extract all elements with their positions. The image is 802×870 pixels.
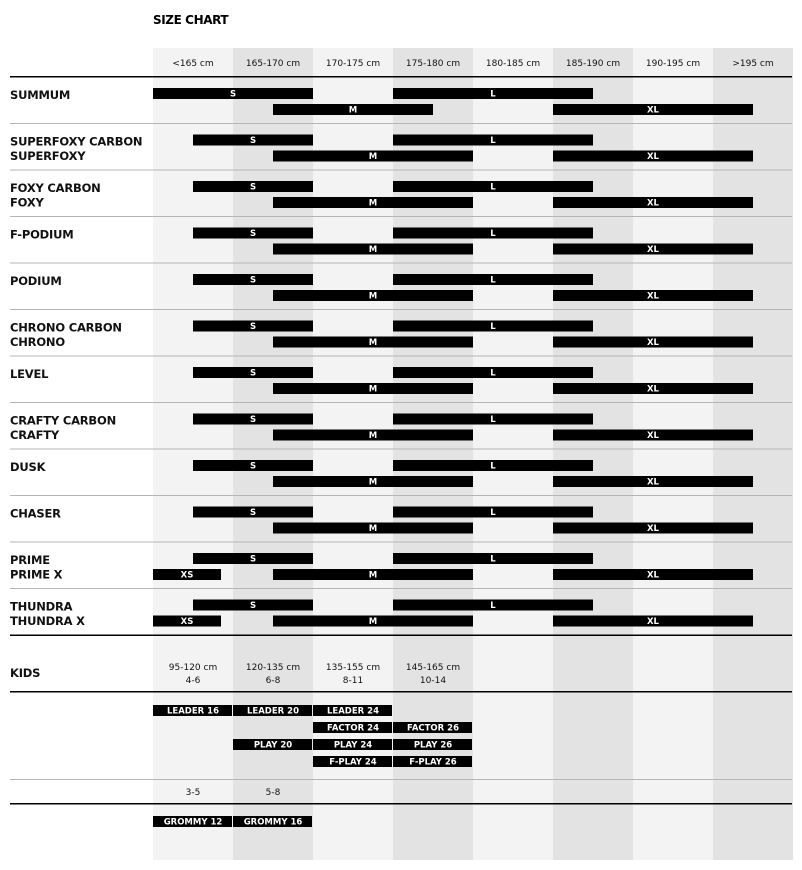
size-label: XL xyxy=(647,291,659,302)
size-label: S xyxy=(249,229,257,239)
row-separator xyxy=(10,402,792,403)
model-name: F-PODIUM xyxy=(10,227,74,242)
size-label: L xyxy=(490,415,496,425)
column-header: <165 cm xyxy=(172,59,214,69)
row-separator xyxy=(10,495,792,496)
grommy-age: 3-5 xyxy=(185,788,201,798)
column-header: 180-185 cm xyxy=(485,59,541,69)
model-name: CRAFTY xyxy=(10,428,60,442)
column-header: 165-170 cm xyxy=(245,59,301,69)
kids-height-header: 95-120 cm xyxy=(168,663,218,673)
model-name: FOXY xyxy=(10,195,44,210)
size-label: S xyxy=(249,601,257,611)
model-name: SUPERFOXY CARBON xyxy=(10,134,143,149)
size-label: L xyxy=(490,461,496,472)
kids-bike-label: PLAY 26 xyxy=(413,740,453,751)
kids-bike-label: LEADER 24 xyxy=(327,706,379,717)
size-label: L xyxy=(490,322,496,332)
model-name: PODIUM xyxy=(10,274,62,288)
size-label: S xyxy=(249,136,257,146)
model-name: PRIME xyxy=(10,553,50,567)
row-separator xyxy=(10,263,792,264)
kids-height-header: 135-155 cm xyxy=(325,663,381,673)
size-label: L xyxy=(490,182,496,193)
row-separator xyxy=(10,542,792,543)
table-rule xyxy=(10,691,792,693)
size-label: L xyxy=(490,508,496,518)
model-name: CHRONO xyxy=(10,335,65,349)
size-label: XS xyxy=(180,617,194,627)
model-name: LEVEL xyxy=(10,367,49,381)
column-header: 185-190 cm xyxy=(565,59,621,69)
column-header: 175-180 cm xyxy=(405,59,461,69)
size-label: XL xyxy=(647,105,659,116)
size-label: S xyxy=(249,322,257,332)
kids-bike-label: FACTOR 24 xyxy=(326,723,380,734)
size-label: XL xyxy=(647,338,659,348)
table-rule xyxy=(10,76,792,78)
kids-height-header: 145-165 cm xyxy=(405,663,461,673)
chart-title: SIZE CHART xyxy=(153,13,229,27)
row-separator xyxy=(10,309,792,310)
model-name: DUSK xyxy=(10,460,46,474)
model-name: SUMMUM xyxy=(10,88,71,102)
kids-age-header: 6-8 xyxy=(265,676,281,686)
model-name: FOXY CARBON xyxy=(10,181,101,195)
size-label: M xyxy=(368,198,378,209)
grommy-bike-label: GROMMY 12 xyxy=(163,817,223,828)
kids-bike-label: F-PLAY 24 xyxy=(329,757,377,768)
model-name: SUPERFOXY xyxy=(10,149,86,163)
size-label: XL xyxy=(647,524,659,534)
kids-bike-label: FACTOR 26 xyxy=(406,723,460,734)
size-label: M xyxy=(348,105,358,116)
size-label: XL xyxy=(647,570,659,581)
size-label: M xyxy=(368,570,378,581)
size-label: M xyxy=(368,524,378,534)
kids-bike-label: LEADER 20 xyxy=(247,706,299,717)
size-label: M xyxy=(368,291,378,302)
size-label: XL xyxy=(647,431,659,441)
size-label: M xyxy=(368,338,378,348)
model-name: THUNDRA xyxy=(10,599,73,614)
kids-label: KIDS xyxy=(10,666,41,680)
size-label: S xyxy=(249,415,257,425)
model-name: CHRONO CARBON xyxy=(10,320,122,335)
table-rule xyxy=(10,635,792,637)
size-label: XS xyxy=(180,570,194,581)
kids-age-header: 10-14 xyxy=(419,676,447,686)
size-label: L xyxy=(490,136,496,146)
size-label: M xyxy=(368,245,378,255)
size-label: M xyxy=(368,152,378,162)
grommy-age: 5-8 xyxy=(265,788,281,798)
size-label: L xyxy=(490,89,496,100)
kids-bike-label: PLAY 24 xyxy=(333,740,373,751)
size-label: M xyxy=(368,477,378,488)
size-label: XL xyxy=(647,477,659,488)
size-label: M xyxy=(368,384,378,395)
size-label: L xyxy=(490,368,496,379)
grommy-bike-label: GROMMY 16 xyxy=(243,817,303,828)
size-label: XL xyxy=(647,384,659,395)
size-label: L xyxy=(490,275,496,286)
row-separator xyxy=(10,449,792,450)
size-label: S xyxy=(249,461,257,472)
table-rule xyxy=(10,803,792,805)
column-header: >195 cm xyxy=(732,59,774,69)
size-label: M xyxy=(368,617,378,627)
size-label: S xyxy=(249,182,257,193)
size-label: S xyxy=(249,275,257,286)
column-header: 190-195 cm xyxy=(645,59,701,69)
size-label: S xyxy=(229,89,237,100)
kids-height-header: 120-135 cm xyxy=(245,663,301,673)
column-header: 170-175 cm xyxy=(325,59,381,69)
kids-bike-label: F-PLAY 26 xyxy=(409,757,457,768)
size-label: L xyxy=(490,554,496,565)
size-label: XL xyxy=(647,245,659,255)
row-separator xyxy=(10,588,792,589)
row-separator xyxy=(10,123,792,124)
size-label: S xyxy=(249,508,257,518)
size-label: M xyxy=(368,431,378,441)
size-label: S xyxy=(249,554,257,565)
kids-bike-label: LEADER 16 xyxy=(167,706,219,717)
kids-bike-label: PLAY 20 xyxy=(253,740,293,751)
model-name: PRIME X xyxy=(10,567,63,582)
size-label: XL xyxy=(647,152,659,162)
size-label: S xyxy=(249,368,257,379)
kids-age-header: 4-6 xyxy=(185,676,201,686)
model-name: CHASER xyxy=(10,506,61,521)
row-separator xyxy=(10,356,792,357)
kids-age-header: 8-11 xyxy=(342,676,364,686)
row-separator xyxy=(10,170,792,171)
row-separator xyxy=(10,779,792,780)
model-name: THUNDRA X xyxy=(10,614,85,628)
size-label: XL xyxy=(647,198,659,209)
size-label: L xyxy=(490,601,496,611)
model-name: CRAFTY CARBON xyxy=(10,413,116,428)
size-label: L xyxy=(490,229,496,239)
size-label: XL xyxy=(647,617,659,627)
row-separator xyxy=(10,216,792,217)
